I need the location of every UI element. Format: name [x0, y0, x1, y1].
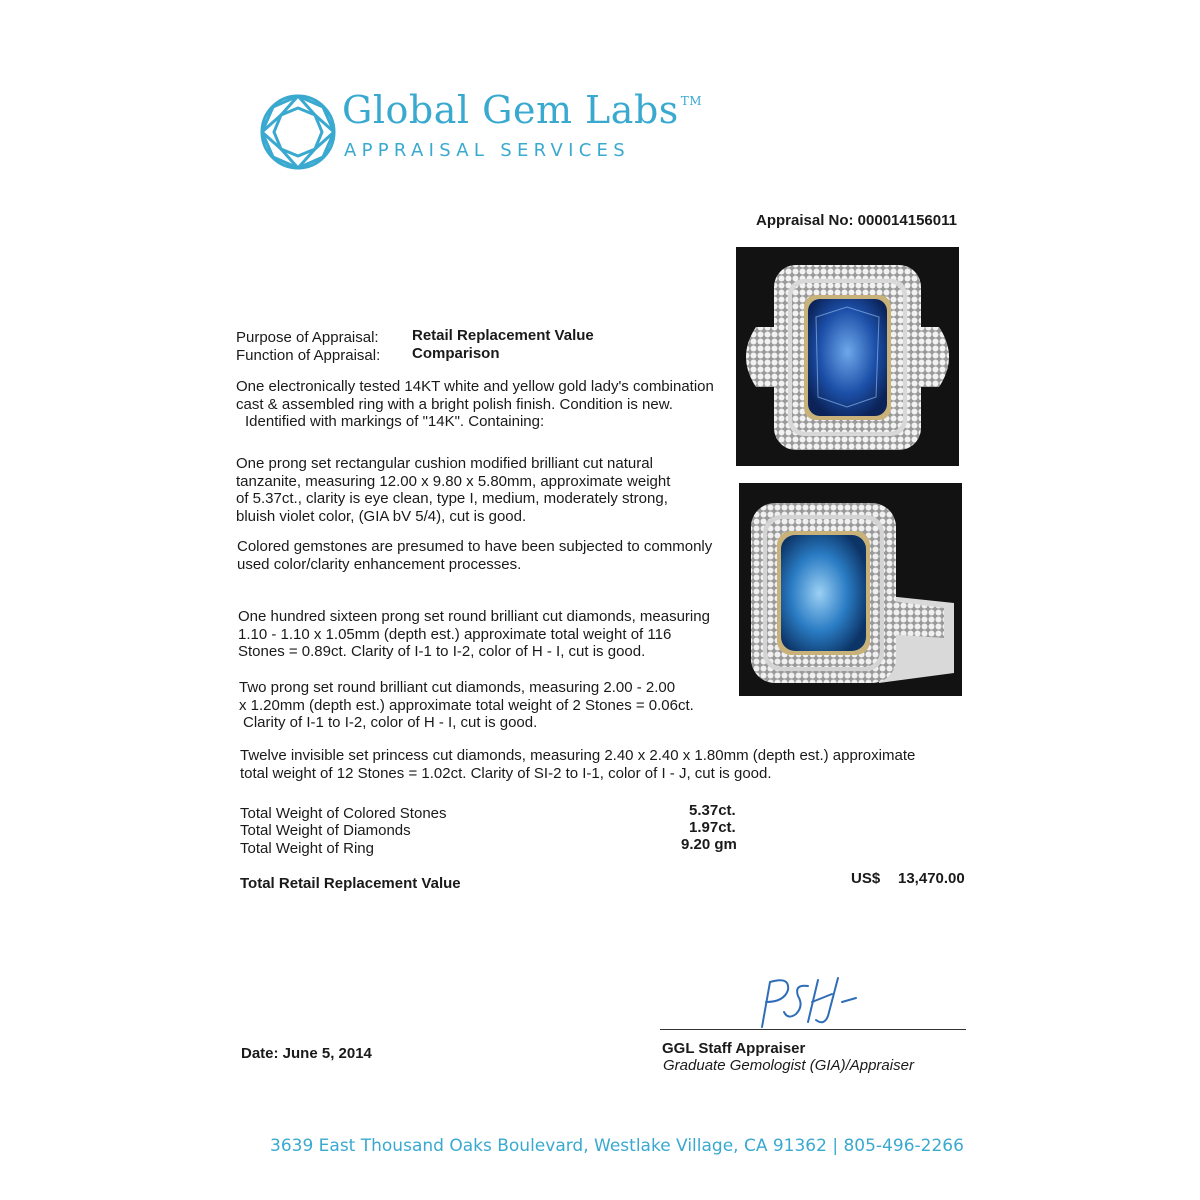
function-label: Function of Appraisal: — [236, 347, 381, 364]
description-line: One prong set rectangular cushion modified brilliant cut natural — [236, 455, 653, 472]
total-ring-weight-label: Total Weight of Ring — [240, 840, 374, 857]
description-enhancement — [237, 538, 712, 573]
brand-name-text: Global Gem Labs — [342, 88, 679, 132]
total-diamonds-label: Total Weight of Diamonds — [240, 822, 411, 839]
retail-value-label: Total Retail Replacement Value — [240, 875, 461, 892]
description-line: One hundred sixteen prong set round brilliant cut diamonds, measuring — [238, 608, 710, 625]
description-line: Clarity of I-1 to I-2, color of H - I, cut is good. — [243, 714, 538, 731]
description-line: total weight of 12 Stones = 1.02ct. Clarity of SI-2 to I-1, color of I - J, cut is good. — [240, 764, 772, 782]
description-line: Twelve invisible set princess cut diamonds, measuring 2.40 x 2.40 x 1.80mm (depth est.) approximate — [240, 747, 916, 764]
total-ring-weight-value: 9.20 gm — [681, 836, 737, 853]
total-colored-stones-value: 5.37ct. — [689, 802, 736, 819]
description-line: of 5.37ct., clarity is eye clean, type I, medium, moderately strong, — [236, 490, 668, 507]
purpose-value: Retail Replacement Value — [412, 327, 594, 344]
total-colored-stones-label: Total Weight of Colored Stones — [240, 805, 447, 822]
purpose-label: Purpose of Appraisal: — [236, 329, 379, 346]
description-line: x 1.20mm (depth est.) approximate total weight of 2 Stones = 0.06ct. — [239, 696, 694, 714]
description-line: Identified with markings of "14K". Containing: — [245, 413, 545, 430]
total-diamonds-value: 1.97ct. — [689, 819, 736, 836]
description-ring — [236, 378, 714, 431]
description-two-diamonds — [239, 679, 694, 732]
description-line: used color/clarity enhancement processes. — [237, 555, 522, 573]
retail-value-currency: US$ — [851, 870, 881, 887]
appraiser-title: GGL Staff Appraiser — [662, 1040, 806, 1057]
ring-angle-view-photo — [739, 483, 962, 696]
brand-name — [342, 88, 702, 132]
appraiser-credential: Graduate Gemologist (GIA)/Appraiser — [663, 1057, 914, 1074]
description-line: bluish violet color, (GIA bV 5/4), cut is good. — [236, 507, 527, 525]
description-line: 1.10 - 1.10 x 1.05mm (depth est.) approximate total weight of 116 — [238, 625, 672, 643]
trademark: TM — [680, 94, 703, 108]
description-line: Colored gemstones are presumed to have been subjected to commonly — [237, 538, 713, 555]
appraisal-date: Date: June 5, 2014 — [241, 1045, 372, 1062]
ring-top-view-photo — [736, 247, 959, 466]
description-princess-diamonds — [240, 747, 915, 782]
appraiser-signature — [700, 972, 880, 1032]
description-line: Stones = 0.89ct. Clarity of I-1 to I-2, color of H - I, cut is good. — [238, 643, 646, 660]
description-tanzanite — [236, 455, 670, 525]
brand-subtitle: APPRAISAL SERVICES — [344, 140, 630, 161]
retail-value-amount: 13,470.00 — [898, 870, 965, 887]
function-value: Comparison — [412, 345, 500, 362]
description-line: Two prong set round brilliant cut diamonds, measuring 2.00 - 2.00 — [239, 679, 676, 696]
footer-address: 3639 East Thousand Oaks Boulevard, Westlake Village, CA 91362 | 805-496-2266 — [270, 1136, 964, 1156]
description-line: One electronically tested 14KT white and yellow gold lady's combination — [236, 378, 714, 395]
description-line: tanzanite, measuring 12.00 x 9.80 x 5.80mm, approximate weight — [236, 472, 671, 490]
description-round-diamonds — [238, 608, 710, 661]
appraisal-number: Appraisal No: 000014156011 — [756, 212, 957, 229]
signature-line — [660, 1029, 966, 1030]
description-line: cast & assembled ring with a bright polish finish. Condition is new. — [236, 395, 673, 413]
gem-diamond-icon — [258, 92, 338, 172]
